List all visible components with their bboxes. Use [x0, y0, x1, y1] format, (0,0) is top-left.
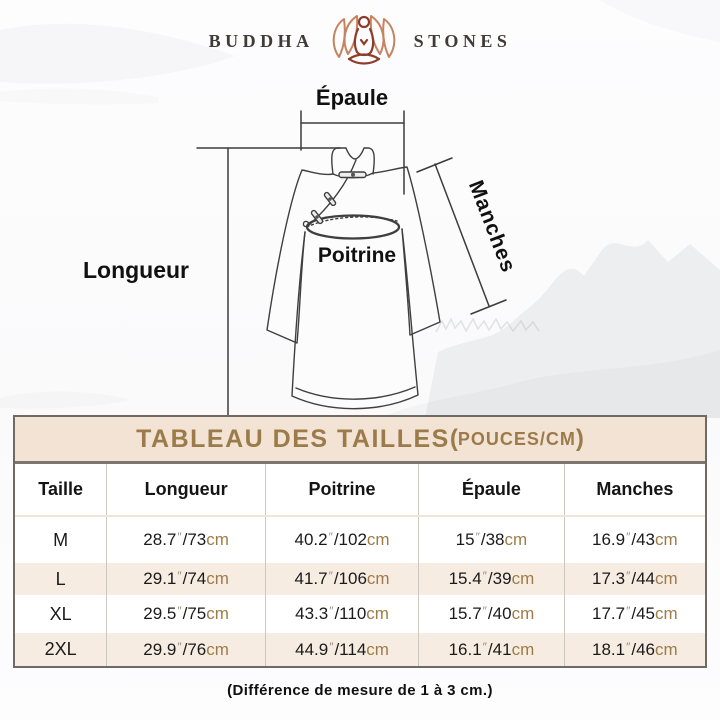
size-value: 2XL: [15, 633, 107, 666]
column-header-sleeve: Manches: [564, 464, 705, 516]
size-value: M: [15, 516, 107, 563]
brand-name-right: STONES: [413, 30, 512, 51]
length-label: Longueur: [82, 257, 190, 283]
chest-label: Poitrine: [317, 244, 397, 267]
collar: [332, 148, 374, 174]
size-table: [15, 464, 705, 666]
lotus-meditation-icon: [327, 12, 401, 70]
size-value: L: [15, 563, 107, 595]
sleeve-tick-bottom: [471, 300, 506, 314]
column-header-length: Longueur: [107, 464, 266, 516]
size-value: XL: [15, 595, 107, 633]
header-row: [15, 464, 705, 516]
size-chart-title: [15, 417, 705, 464]
measurement-value: 16.9″/43cm: [592, 530, 678, 549]
measurement-value: 15.4″/39cm: [419, 563, 565, 595]
measurement-value: 15″/38cm: [419, 516, 565, 563]
measurement-value: 17.7″/45cm: [592, 604, 678, 623]
sleeve-label: Manches: [463, 177, 521, 277]
measurement-value: 29.1″/74cm: [107, 563, 266, 595]
measurement-value: 16.1″/41cm: [419, 633, 565, 666]
title-paren-open: (: [449, 425, 458, 452]
table-row: [15, 516, 705, 563]
measurement-value: 29.9″/76cm: [107, 633, 266, 666]
brand-logo: [0, 10, 720, 72]
measurement-value: 28.7″/73cm: [107, 516, 266, 563]
robe-drawing: [267, 148, 440, 409]
column-header-shoulder: Épaule: [419, 464, 565, 516]
tolerance-note: (Différence de mesure de 1 à 3 cm.): [227, 682, 493, 699]
table-row: [15, 563, 705, 595]
measurement-value: 18.1″/46cm: [564, 633, 705, 666]
table-row: [15, 595, 705, 633]
table-row: [15, 633, 705, 666]
measurement-value: 43.3″/110cm: [265, 595, 418, 633]
measurement-value: 17.3″/44cm: [564, 563, 705, 595]
title-main: TABLEAU DES TAILLES: [136, 424, 450, 453]
size-rows: [15, 516, 705, 666]
title-paren-close: ): [575, 425, 584, 452]
column-header-size: Taille: [15, 464, 107, 516]
title-unit: POUCES/CM: [457, 428, 576, 449]
measurement-value: 29.5″/75cm: [107, 595, 266, 633]
measurement-value: 40.2″/102cm: [265, 516, 418, 563]
size-chart: [13, 415, 707, 668]
measurement-value: 44.9″/114cm: [265, 633, 418, 666]
shoulder-label: Épaule: [315, 85, 389, 110]
sleeve-tick-top: [417, 158, 452, 172]
brand-name-left: BUDDHA: [208, 30, 314, 51]
column-header-chest: Poitrine: [265, 464, 418, 516]
measurement-value: 41.7″/106cm: [265, 563, 418, 595]
measurement-value: 15.7″/40cm: [419, 595, 565, 633]
